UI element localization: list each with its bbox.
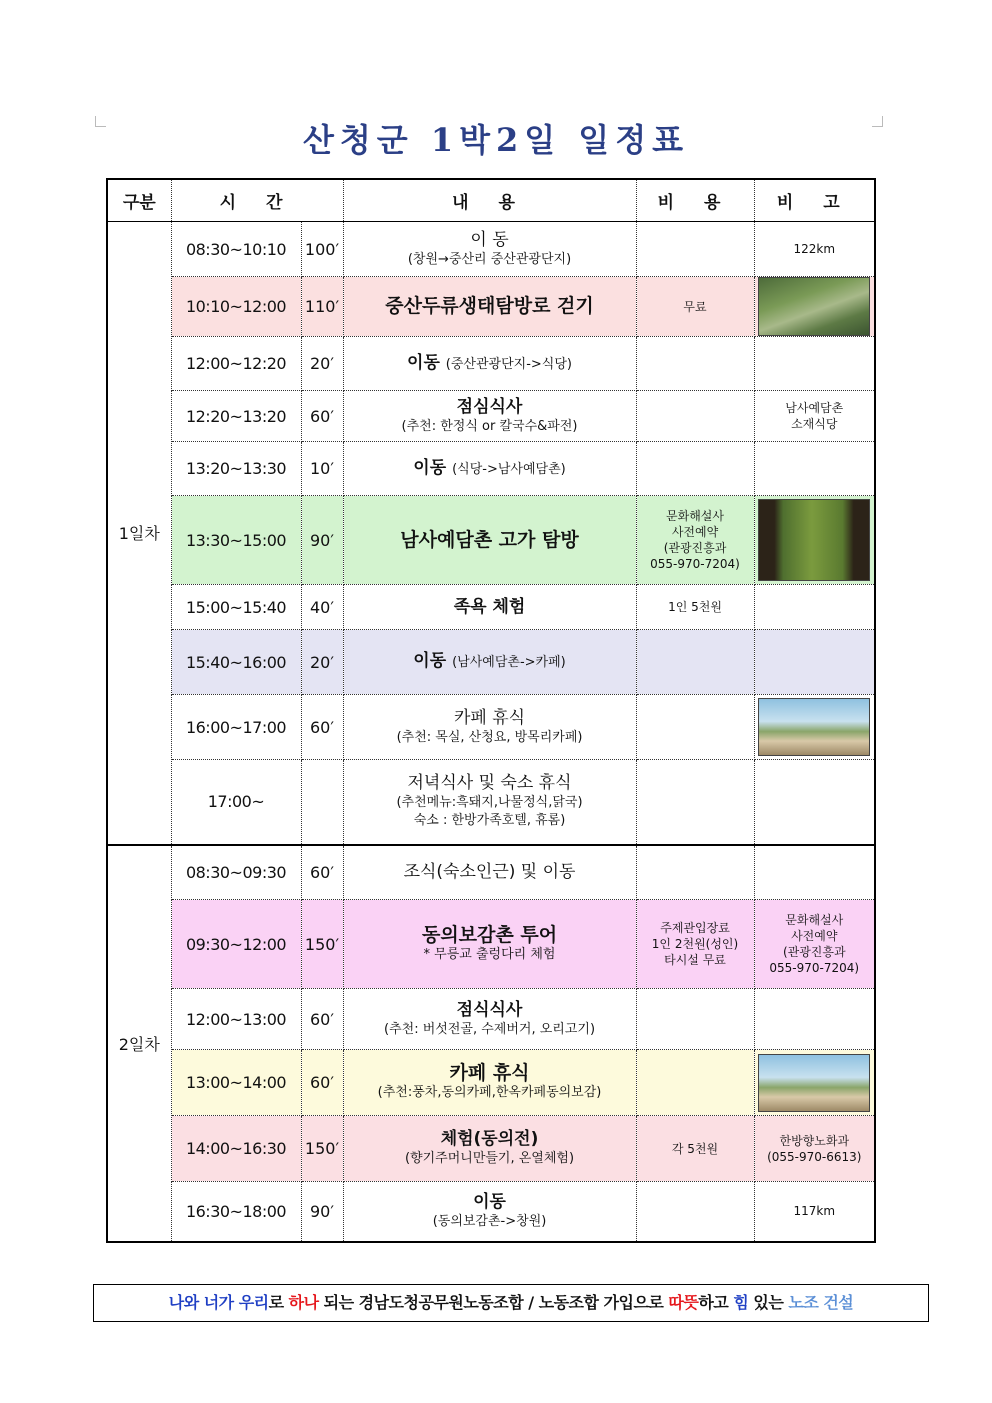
duration-cell: 100′ — [301, 222, 343, 277]
header-note: 비 고 — [754, 179, 875, 222]
activity-title — [346, 458, 634, 480]
cafe-view-photo — [758, 1054, 870, 1112]
content-cell — [343, 1050, 636, 1116]
cost-cell: 1인 5천원 — [636, 585, 754, 630]
duration-cell: 60′ — [301, 1050, 343, 1116]
time-cell: 13:20~13:30 — [171, 442, 301, 496]
slogan-segment: 너가 — [203, 1293, 239, 1312]
activity-title-text: 남사예담촌 고가 탐방 — [400, 528, 579, 551]
activity-title — [346, 708, 634, 729]
forest-trail-photo — [758, 277, 870, 336]
note-cell — [754, 222, 875, 277]
note-cell — [754, 630, 875, 695]
note-cell — [754, 1182, 875, 1242]
slogan-segment: 하나 — [288, 1293, 319, 1312]
activity-title — [346, 862, 634, 883]
duration-cell: 10′ — [301, 442, 343, 496]
activity-detail: (추천: 목실, 산청요, 방목리카페) — [396, 729, 583, 745]
header-content: 내 용 — [343, 179, 636, 222]
note-cell — [754, 585, 875, 630]
activity-detail: (창원→중산리 중산관광단지) — [407, 251, 572, 267]
activity-title-text: 카페 휴식 — [453, 707, 526, 728]
schedule-row — [107, 695, 875, 760]
time-cell: 15:40~16:00 — [171, 630, 301, 695]
cost-cell — [636, 222, 754, 277]
header-row — [107, 179, 875, 222]
cost-cell — [636, 760, 754, 845]
header-day: 구분 — [107, 179, 171, 222]
time-cell: 12:00~12:20 — [171, 337, 301, 391]
time-cell: 16:30~18:00 — [171, 1182, 301, 1242]
activity-title — [346, 230, 634, 251]
activity-title — [346, 925, 634, 946]
note-cell — [754, 900, 875, 989]
schedule-row — [107, 222, 875, 277]
schedule-row — [107, 630, 875, 695]
activity-title-text: 이동 — [473, 1191, 506, 1212]
time-cell: 08:30~10:10 — [171, 222, 301, 277]
activity-title-text: 이동 — [407, 352, 440, 373]
page-title: 산청군 1박2일 일정표 — [302, 121, 690, 159]
schedule-row — [107, 1182, 875, 1242]
activity-title — [346, 1000, 634, 1021]
activity-title — [346, 296, 634, 317]
note-cell — [754, 337, 875, 391]
content-cell — [343, 630, 636, 695]
time-cell: 15:00~15:40 — [171, 585, 301, 630]
header-cost: 비 용 — [636, 179, 754, 222]
day-label: 2일차 — [107, 845, 171, 1242]
duration-cell: 90′ — [301, 496, 343, 585]
slogan-segment: 우리 — [238, 1293, 269, 1312]
time-cell: 09:30~12:00 — [171, 900, 301, 989]
cost-cell: 문화해설사 사전예약 (관광진흥과 055-970-7204) — [636, 496, 754, 585]
activity-detail: * 무릉교 출렁다리 체험 — [423, 946, 556, 962]
time-cell: 16:00~17:00 — [171, 695, 301, 760]
slogan-segment: 힘 — [733, 1293, 749, 1312]
schedule-table — [106, 178, 876, 1243]
cost-cell — [636, 391, 754, 442]
schedule-row — [107, 585, 875, 630]
hanok-gate-photo — [758, 499, 870, 581]
schedule-row — [107, 989, 875, 1050]
activity-route: (남사예담촌->카페) — [452, 655, 566, 670]
activity-title-text: 점심식사 — [456, 396, 523, 417]
slogan-segment: 하고 — [698, 1293, 734, 1312]
activity-detail: (추천: 한정식 or 칼국수&파전) — [401, 418, 578, 434]
cost-cell — [636, 337, 754, 391]
content-cell — [343, 585, 636, 630]
duration-cell: 60′ — [301, 391, 343, 442]
activity-title-text: 점식식사 — [456, 999, 523, 1020]
schedule-row — [107, 760, 875, 845]
note-text: 문화해설사 사전예약 (관광진흥과 055-970-7204) — [769, 913, 860, 975]
note-text: 117km — [793, 1204, 836, 1219]
note-text: 한방향노화과 (055-970-6613) — [767, 1133, 862, 1164]
content-cell — [343, 1182, 636, 1242]
time-cell: 13:30~15:00 — [171, 496, 301, 585]
schedule-row — [107, 277, 875, 337]
activity-title-text: 이 동 — [470, 229, 509, 250]
cost-cell: 무료 — [636, 277, 754, 337]
activity-title-text: 체험(동의전) — [440, 1129, 539, 1149]
activity-title — [346, 397, 634, 418]
note-cell — [754, 845, 875, 900]
duration-cell: 60′ — [301, 989, 343, 1050]
activity-title — [346, 353, 634, 375]
activity-title — [346, 651, 634, 673]
cost-cell — [636, 630, 754, 695]
slogan-segment: 있는 — [748, 1293, 789, 1312]
activity-title-text: 동의보감촌 투어 — [421, 923, 558, 946]
content-cell — [343, 496, 636, 585]
header-time: 시 간 — [171, 179, 343, 222]
duration-cell: 110′ — [301, 277, 343, 337]
time-cell: 14:00~16:30 — [171, 1116, 301, 1182]
cost-cell — [636, 989, 754, 1050]
duration-cell: 20′ — [301, 337, 343, 391]
union-slogan-banner — [93, 1284, 929, 1322]
slogan-segment: 나와 — [168, 1293, 204, 1312]
duration-cell: 150′ — [301, 900, 343, 989]
duration-cell: 150′ — [301, 1116, 343, 1182]
activity-detail: (추천: 버섯전골, 수제버거, 오리고기) — [384, 1021, 596, 1037]
activity-title-text: 이동 — [413, 651, 447, 671]
activity-detail: (추천:풍차,동의카페,한옥카페동의보감) — [377, 1085, 602, 1100]
schedule-row — [107, 845, 875, 900]
note-cell — [754, 695, 875, 760]
cost-cell — [636, 695, 754, 760]
schedule-row — [107, 1116, 875, 1182]
activity-route: (중산관광단지->식당) — [445, 356, 572, 372]
day-label: 1일차 — [107, 222, 171, 845]
content-cell — [343, 695, 636, 760]
slogan-segment: 로 — [268, 1293, 289, 1312]
content-cell — [343, 845, 636, 900]
note-cell — [754, 496, 875, 585]
content-cell — [343, 391, 636, 442]
activity-detail: (동의보감촌->창원) — [432, 1213, 547, 1229]
time-cell: 13:00~14:00 — [171, 1050, 301, 1116]
content-cell — [343, 442, 636, 496]
activity-title — [346, 773, 634, 794]
note-cell — [754, 277, 875, 337]
activity-title — [346, 1063, 634, 1084]
cost-cell: 각 5천원 — [636, 1116, 754, 1182]
schedule-row — [107, 496, 875, 585]
cost-cell — [636, 1050, 754, 1116]
activity-title-text: 카페 휴식 — [449, 1062, 530, 1084]
content-cell — [343, 760, 636, 845]
note-text: 122km — [793, 242, 836, 256]
activity-detail: (향기주머니만들기, 온열체험) — [404, 1151, 575, 1166]
duration-cell — [301, 760, 343, 845]
duration-cell: 60′ — [301, 695, 343, 760]
schedule-row — [107, 337, 875, 391]
activity-route: (식당->남사예담촌) — [452, 461, 566, 477]
note-cell — [754, 760, 875, 845]
activity-title-text: 저녁식사 및 숙소 휴식 — [407, 773, 572, 794]
activity-title-text: 족욕 체험 — [453, 596, 526, 617]
note-cell — [754, 1050, 875, 1116]
content-cell — [343, 222, 636, 277]
activity-title — [346, 1192, 634, 1213]
cafe-view-photo — [758, 698, 870, 756]
time-cell: 17:00~ — [171, 760, 301, 845]
schedule-row — [107, 442, 875, 496]
time-cell: 12:00~13:00 — [171, 989, 301, 1050]
slogan-segment: 따뜻 — [668, 1293, 699, 1312]
duration-cell: 60′ — [301, 845, 343, 900]
duration-cell: 90′ — [301, 1182, 343, 1242]
note-cell — [754, 442, 875, 496]
cost-cell: 주제관입장료 1인 2천원(성인) 타시설 무료 — [636, 900, 754, 989]
time-cell: 10:10~12:00 — [171, 277, 301, 337]
schedule-row — [107, 391, 875, 442]
duration-cell: 20′ — [301, 630, 343, 695]
activity-title — [346, 530, 634, 551]
note-cell — [754, 391, 875, 442]
content-cell — [343, 337, 636, 391]
activity-title-text: 중산두류생태탐방로 걷기 — [385, 295, 594, 317]
cost-cell — [636, 845, 754, 900]
activity-title-text: 이동 — [413, 457, 447, 478]
activity-title — [346, 597, 634, 618]
slogan-segment: 되는 경남도청공무원노동조합 / 노동조합 가입으로 — [318, 1293, 669, 1312]
note-cell — [754, 1116, 875, 1182]
activity-title-text: 조식(숙소인근) 및 이동 — [403, 861, 576, 882]
cost-cell — [636, 1182, 754, 1242]
cost-cell — [636, 442, 754, 496]
content-cell — [343, 989, 636, 1050]
activity-title — [346, 1129, 634, 1150]
time-cell: 08:30~09:30 — [171, 845, 301, 900]
content-cell — [343, 277, 636, 337]
schedule-row — [107, 1050, 875, 1116]
content-cell — [343, 900, 636, 989]
note-cell — [754, 989, 875, 1050]
duration-cell: 40′ — [301, 585, 343, 630]
note-text: 남사예담촌 소재식당 — [785, 401, 844, 431]
activity-detail: (추천메뉴:흑돼지,나물정식,닭국) 숙소 : 한방가족호텔, 휴롬) — [396, 795, 583, 829]
content-cell — [343, 1116, 636, 1182]
schedule-row — [107, 900, 875, 989]
slogan-segment: 노조 건설 — [788, 1293, 854, 1312]
time-cell: 12:20~13:20 — [171, 391, 301, 442]
